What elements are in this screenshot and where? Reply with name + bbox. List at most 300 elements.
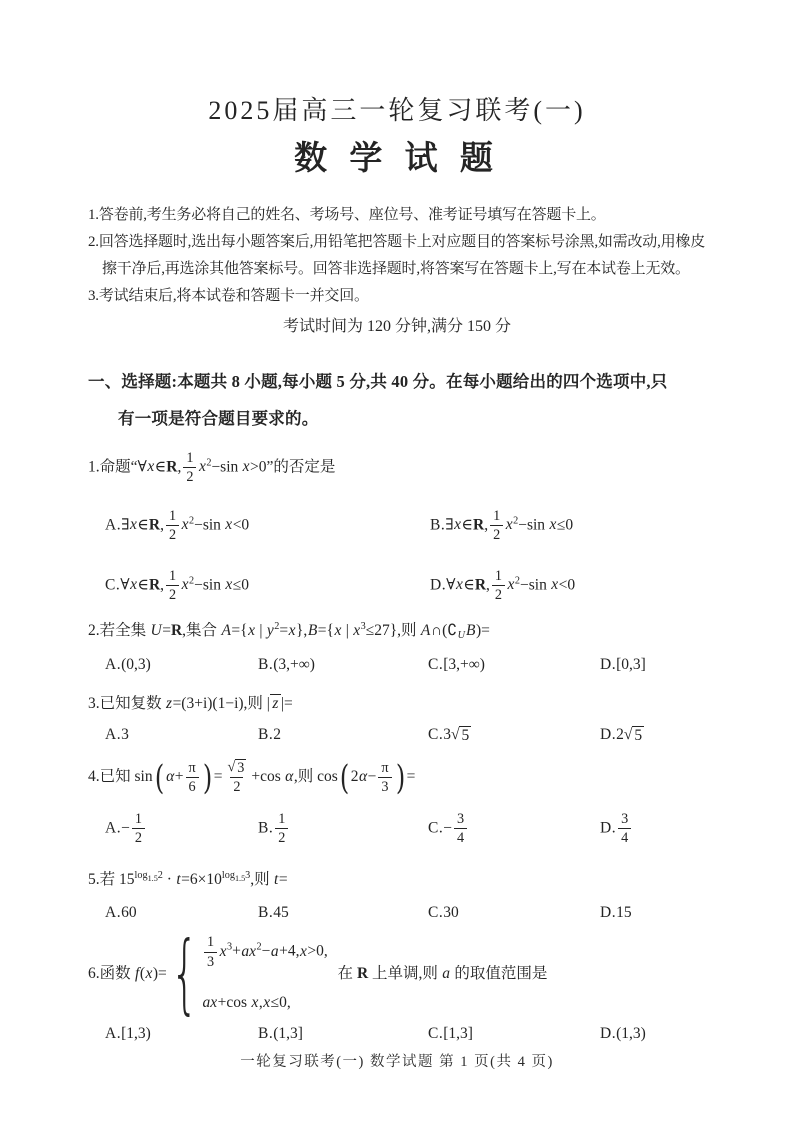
math-variable: B xyxy=(307,622,318,640)
math-variable: x xyxy=(549,516,557,534)
math-text: −sin xyxy=(211,458,243,476)
math-text: 1 xyxy=(169,567,177,584)
math-text: +4, xyxy=(279,942,300,960)
math-text: = xyxy=(213,768,223,786)
math-text: =6×10 xyxy=(181,870,222,888)
fraction-denominator xyxy=(132,828,145,846)
math-text: 3.已知复数 xyxy=(88,694,166,712)
question-2-option-A xyxy=(105,656,258,674)
math-text: [3,+∞) xyxy=(443,655,485,673)
option-label: C. xyxy=(428,655,444,673)
square-root xyxy=(451,726,471,745)
fraction-denominator xyxy=(490,525,503,543)
math-text: ∩(∁ xyxy=(430,622,458,640)
math-text: [1,3) xyxy=(121,1025,151,1043)
square-root xyxy=(227,759,246,776)
fraction-denominator xyxy=(275,828,288,846)
math-text: 2 xyxy=(134,830,142,847)
math-variable: x xyxy=(551,576,559,594)
math-text: )= xyxy=(152,965,167,983)
math-text: 2 xyxy=(514,574,521,586)
question-6-option-D xyxy=(600,1025,732,1043)
math-text: 2 xyxy=(168,527,177,544)
right-paren: ) xyxy=(202,757,212,797)
math-text: , xyxy=(484,516,489,534)
fraction-numerator xyxy=(378,760,391,777)
math-text: +cos xyxy=(217,993,251,1011)
question-5-options xyxy=(88,904,732,922)
fraction xyxy=(185,760,198,796)
math-text: 1.5 xyxy=(147,873,158,883)
math-text: 1 xyxy=(278,810,286,827)
question-1-option-A xyxy=(105,508,430,544)
math-text: ={ xyxy=(317,622,334,640)
math-text: · xyxy=(162,870,176,888)
math-text: 的取值范围是 xyxy=(450,965,548,983)
fraction-denominator xyxy=(204,952,217,970)
math-variable: x xyxy=(130,576,137,594)
question-1 xyxy=(88,450,732,603)
superscript xyxy=(135,870,163,881)
math-bold-symbol: R xyxy=(148,576,161,594)
option-label: B. xyxy=(258,1025,274,1043)
math-text: [0,3] xyxy=(616,655,646,673)
math-text: 5 xyxy=(461,727,470,745)
math-text: −sin xyxy=(518,516,549,534)
math-text: 4 xyxy=(456,830,465,847)
fraction xyxy=(166,508,179,544)
math-variable: t xyxy=(176,870,181,888)
math-text: <0 xyxy=(558,576,576,594)
math-text: 1 xyxy=(493,507,501,524)
math-variable: x xyxy=(353,622,361,640)
math-text: 2 xyxy=(188,515,195,527)
question-5-stem xyxy=(88,869,732,891)
math-text: 2 xyxy=(233,779,241,796)
math-text: 2 xyxy=(616,726,624,744)
math-variable: z xyxy=(272,694,279,712)
math-variable: x xyxy=(288,622,296,640)
subscript xyxy=(148,873,158,882)
left-paren: ( xyxy=(154,757,164,797)
question-3-options xyxy=(88,726,732,745)
fraction-numerator xyxy=(166,508,179,525)
math-bold-symbol: R xyxy=(170,622,183,640)
math-variable: x xyxy=(181,576,189,594)
math-text: (0,3) xyxy=(121,655,151,673)
math-text: − xyxy=(121,819,130,837)
left-paren: ( xyxy=(339,757,349,797)
math-text: 3 xyxy=(237,760,245,777)
math-text: ∈ xyxy=(137,576,149,594)
math-variable: x xyxy=(248,622,255,640)
option-label: A. xyxy=(105,516,122,534)
math-variable: A xyxy=(420,622,431,640)
math-text: )= xyxy=(475,622,490,640)
question-1-option-D xyxy=(430,568,732,604)
math-variable: x xyxy=(507,576,515,594)
question-6 xyxy=(88,923,732,1043)
exam-title: 2025届高三一轮复习联考(一) xyxy=(208,96,586,125)
superscript xyxy=(222,870,250,881)
fraction-numerator xyxy=(454,811,467,828)
fraction-numerator xyxy=(275,811,288,828)
fraction-numerator xyxy=(618,811,631,828)
math-text: log xyxy=(221,869,235,881)
instruction-3: 3.考试结束后,将本试卷和答题卡一并交回。 xyxy=(88,288,369,304)
math-variable: α xyxy=(285,768,294,786)
question-6-option-C xyxy=(428,1025,600,1043)
parenthesized-group xyxy=(338,757,407,797)
question-4-option-C xyxy=(428,811,600,847)
math-text: }, xyxy=(295,622,308,640)
math-text: , xyxy=(177,458,182,476)
math-text: , xyxy=(258,993,263,1011)
math-variable: t xyxy=(274,870,279,888)
math-variable: x xyxy=(334,622,342,640)
question-2-option-B xyxy=(258,656,428,674)
fraction-numerator xyxy=(132,811,145,828)
math-text: <0 xyxy=(232,516,250,534)
question-1-stem xyxy=(88,450,732,486)
option-label: A. xyxy=(105,655,122,673)
math-variable: f xyxy=(135,965,140,983)
math-variable: x xyxy=(251,993,259,1011)
radical-sign: √ xyxy=(623,726,633,744)
fraction xyxy=(492,568,505,604)
math-text: 1 xyxy=(168,507,177,524)
math-text: ={ xyxy=(231,622,248,640)
option-label: B. xyxy=(258,819,274,837)
math-text: 2 xyxy=(513,515,519,527)
math-text: π xyxy=(188,759,196,776)
math-text: 1 xyxy=(494,567,503,584)
question-2-stem xyxy=(88,620,732,642)
question-5-option-C xyxy=(428,904,600,922)
fraction xyxy=(490,508,503,544)
math-text: −sin xyxy=(194,516,225,534)
piecewise-cases xyxy=(169,923,328,1025)
subscript xyxy=(235,873,245,882)
option-label: B. xyxy=(258,655,274,673)
math-text: 3 xyxy=(360,621,366,633)
option-label: C. xyxy=(428,726,444,744)
fraction-numerator xyxy=(204,934,217,951)
right-paren: ) xyxy=(395,757,405,797)
math-text: ≤27},则 xyxy=(365,622,421,640)
square-root xyxy=(624,726,644,745)
instruction-2: 2.回答选择题时,选出每小题答案后,用铅笔把答题卡上对应题目的答案标号涂黑,如需改动,用橡皮 xyxy=(88,234,706,250)
math-text: 3 xyxy=(443,726,451,744)
fraction-numerator xyxy=(490,508,503,525)
option-label: A. xyxy=(105,726,122,744)
option-label: B. xyxy=(258,726,274,744)
cases-rows xyxy=(202,934,328,1014)
fraction-numerator xyxy=(492,568,505,585)
exam-subject-title: 数 学 试 题 xyxy=(294,141,500,177)
math-variable: x xyxy=(181,516,189,534)
math-variable: y xyxy=(266,622,274,640)
question-4-stem xyxy=(88,759,732,796)
radicand xyxy=(235,759,246,776)
instruction-2-continued: 擦干净后,再选涂其他答案标号。回答非选择题时,将答案写在答题卡上,写在本试卷上无效。 xyxy=(102,261,690,277)
question-6-stem xyxy=(88,923,732,1025)
math-text: , xyxy=(160,516,164,534)
math-text: 1 xyxy=(207,934,215,951)
radicand xyxy=(459,726,471,745)
option-label: D. xyxy=(600,726,617,744)
question-list xyxy=(88,450,732,1043)
math-text: 2 xyxy=(169,586,177,603)
math-text: + xyxy=(174,768,184,786)
math-text: 2 xyxy=(186,469,194,486)
option-label: B. xyxy=(258,904,274,922)
fraction-numerator xyxy=(185,760,198,777)
question-6-options xyxy=(88,1025,732,1043)
fraction xyxy=(204,934,217,970)
math-text: −sin xyxy=(520,576,551,594)
fraction-numerator xyxy=(183,450,196,467)
question-1-option-C xyxy=(105,568,430,604)
math-text: 2.若全集 xyxy=(88,622,151,640)
math-text: 4.已知 sin xyxy=(88,768,153,786)
math-text: 2 xyxy=(157,869,163,881)
math-text: (1,3] xyxy=(273,1025,303,1043)
cases-row xyxy=(202,992,328,1014)
section-1-header-line-1: 一、选择题:本题共 8 小题,每小题 5 分,共 40 分。在每小题给出的四个选项中,只 xyxy=(88,372,668,391)
fraction-denominator xyxy=(166,525,179,543)
math-text: 在 xyxy=(329,965,357,983)
math-text: ≤0, xyxy=(270,993,291,1011)
instruction-1: 1.答卷前,考生务必将自己的姓名、考场号、座位号、准考证号填写在答题卡上。 xyxy=(88,207,606,223)
math-text: 3 xyxy=(245,869,251,881)
math-variable: x xyxy=(219,942,227,960)
math-text: >0, xyxy=(307,942,328,960)
question-3-option-A xyxy=(105,726,258,745)
question-3-stem xyxy=(88,693,732,715)
question-4 xyxy=(88,759,732,847)
cases-brace: { xyxy=(170,923,199,1025)
math-variable: U xyxy=(457,630,465,642)
math-variable: a xyxy=(270,942,279,960)
question-2 xyxy=(88,620,732,673)
radical-sign: √ xyxy=(450,726,460,744)
math-variable: x xyxy=(225,576,233,594)
math-text: ≤0 xyxy=(232,576,250,594)
math-bold-symbol: R xyxy=(148,516,161,534)
subscript xyxy=(457,630,465,641)
fraction-denominator xyxy=(618,828,631,846)
math-text: 上单调,则 xyxy=(368,965,442,983)
math-text: +cos xyxy=(251,768,285,786)
math-variable: α xyxy=(166,768,175,786)
math-text: 30 xyxy=(443,904,459,922)
math-variable: x xyxy=(198,458,206,476)
fraction-numerator xyxy=(166,568,179,585)
option-label: C. xyxy=(428,1025,444,1043)
math-text: 2 xyxy=(256,941,262,953)
math-text: =(3+i)(1−i),则 | xyxy=(172,694,270,712)
question-4-option-B xyxy=(258,811,428,847)
math-variable: x xyxy=(225,516,233,534)
math-variable: x xyxy=(263,993,271,1011)
math-text: = xyxy=(162,622,171,640)
math-text: ∃ xyxy=(121,516,130,534)
radicand xyxy=(632,726,644,745)
math-variable: A xyxy=(221,622,231,640)
question-5-option-A xyxy=(105,904,258,922)
math-text: = xyxy=(278,870,288,888)
math-text: 3 xyxy=(121,726,129,744)
question-5-option-B xyxy=(258,904,428,922)
question-3-option-D xyxy=(600,726,732,745)
math-variable: x xyxy=(130,516,137,534)
math-text: ∈ xyxy=(461,516,474,534)
math-text: 2 xyxy=(274,621,280,633)
math-text: ≤0 xyxy=(556,516,574,534)
math-text: 3 xyxy=(456,810,465,827)
math-text: ∃ xyxy=(445,516,454,534)
fraction xyxy=(166,568,179,604)
option-label: D. xyxy=(600,904,617,922)
math-text: 6 xyxy=(188,778,196,795)
option-label: D. xyxy=(600,819,617,837)
math-text: 2 xyxy=(494,586,503,603)
cases-row xyxy=(202,934,328,970)
math-text: ( xyxy=(139,965,145,983)
math-variable: x xyxy=(145,965,153,983)
question-1-option-B xyxy=(430,508,732,544)
option-label: C. xyxy=(105,576,121,594)
option-label: C. xyxy=(428,819,444,837)
question-5-option-D xyxy=(600,904,732,922)
question-2-options xyxy=(88,656,732,674)
question-3-option-B xyxy=(258,726,428,745)
math-text: −sin xyxy=(194,576,225,594)
option-label: A. xyxy=(105,904,122,922)
math-text: 3 xyxy=(381,778,389,795)
math-text: [1,3] xyxy=(443,1025,473,1043)
option-label: C. xyxy=(428,904,444,922)
math-text: 5 xyxy=(634,727,643,745)
math-variable: x xyxy=(300,942,307,960)
math-variable: x xyxy=(505,516,513,534)
option-label: A. xyxy=(105,819,122,837)
math-text: ∀ xyxy=(120,576,130,594)
overline-conjugate xyxy=(270,694,281,712)
fraction xyxy=(183,450,196,486)
parenthesized-group xyxy=(153,757,214,797)
fraction xyxy=(275,811,288,847)
math-text: 45 xyxy=(273,904,289,922)
question-3-option-C xyxy=(428,726,600,745)
math-text: ∀ xyxy=(446,576,456,594)
math-text: π xyxy=(381,759,389,776)
math-text: 60 xyxy=(121,904,137,922)
question-2-option-C xyxy=(428,656,600,674)
question-2-option-D xyxy=(600,656,732,674)
option-label: D. xyxy=(430,576,447,594)
math-text: (1,3) xyxy=(616,1025,646,1043)
math-text: 1 xyxy=(134,810,142,827)
math-text: 3 xyxy=(621,810,629,827)
fraction xyxy=(454,811,467,847)
math-text: | xyxy=(341,622,353,640)
math-text: , xyxy=(160,576,165,594)
math-text: = xyxy=(279,622,289,640)
math-text: 5.若 15 xyxy=(88,870,135,888)
math-text: 15 xyxy=(616,904,632,922)
math-bold-symbol: R xyxy=(474,576,487,594)
question-6-option-A xyxy=(105,1025,258,1043)
math-variable: x xyxy=(454,516,462,534)
math-text: ,则 cos xyxy=(293,768,338,786)
math-text: − xyxy=(443,819,452,837)
paren-content xyxy=(166,760,201,796)
option-label: B. xyxy=(430,516,446,534)
fraction-denominator xyxy=(230,777,243,795)
exam-duration-info: 考试时间为 120 分钟,满分 150 分 xyxy=(282,318,511,335)
fraction-numerator xyxy=(224,759,249,777)
section-1-header xyxy=(88,363,732,437)
question-6-option-B xyxy=(258,1025,428,1043)
fraction xyxy=(224,759,249,796)
math-text: + xyxy=(232,942,241,960)
math-text: 2 xyxy=(189,574,195,586)
math-variable: α xyxy=(358,768,368,786)
math-text: ,集合 xyxy=(182,622,221,640)
fraction-denominator xyxy=(166,585,179,603)
math-text: 3 xyxy=(207,953,215,970)
question-4-option-A xyxy=(105,811,258,847)
math-text: |= xyxy=(280,694,293,712)
section-1-header-line-2: 有一项是符合题目要求的。 xyxy=(118,409,319,428)
fraction xyxy=(378,760,391,796)
math-variable: ax xyxy=(241,942,257,960)
math-text: ,则 xyxy=(250,870,274,888)
math-variable: a xyxy=(442,965,451,983)
math-text: >0”的否定是 xyxy=(250,458,336,476)
math-variable: x xyxy=(455,576,463,594)
math-bold-symbol: R xyxy=(473,516,485,534)
option-label: A. xyxy=(105,1025,122,1043)
radical-sign: √ xyxy=(227,759,236,776)
exam-instructions xyxy=(88,202,732,310)
question-4-option-D xyxy=(600,811,732,847)
option-label: D. xyxy=(600,1025,617,1043)
math-text: 4 xyxy=(621,830,629,847)
math-text: 2 xyxy=(350,768,359,786)
math-text: 2 xyxy=(278,830,286,847)
math-bold-symbol: R xyxy=(166,458,178,476)
math-text: ∈ xyxy=(463,576,475,594)
fraction-denominator xyxy=(183,467,196,485)
math-text: 2 xyxy=(273,726,281,744)
question-3 xyxy=(88,693,732,745)
fraction xyxy=(618,811,631,847)
math-text: , xyxy=(486,576,490,594)
math-variable: U xyxy=(150,622,162,640)
math-text: log xyxy=(134,869,148,881)
page-footer: 一轮复习联考(一) 数学试题 第 1 页(共 4 页) xyxy=(240,1054,554,1070)
math-variable: B xyxy=(466,622,476,640)
math-text: = xyxy=(406,768,416,786)
math-text: − xyxy=(367,768,377,786)
math-text: 1 xyxy=(186,450,194,466)
math-text: 3 xyxy=(227,941,233,953)
paren-content xyxy=(351,760,394,796)
math-text: (3,+∞) xyxy=(273,655,315,673)
